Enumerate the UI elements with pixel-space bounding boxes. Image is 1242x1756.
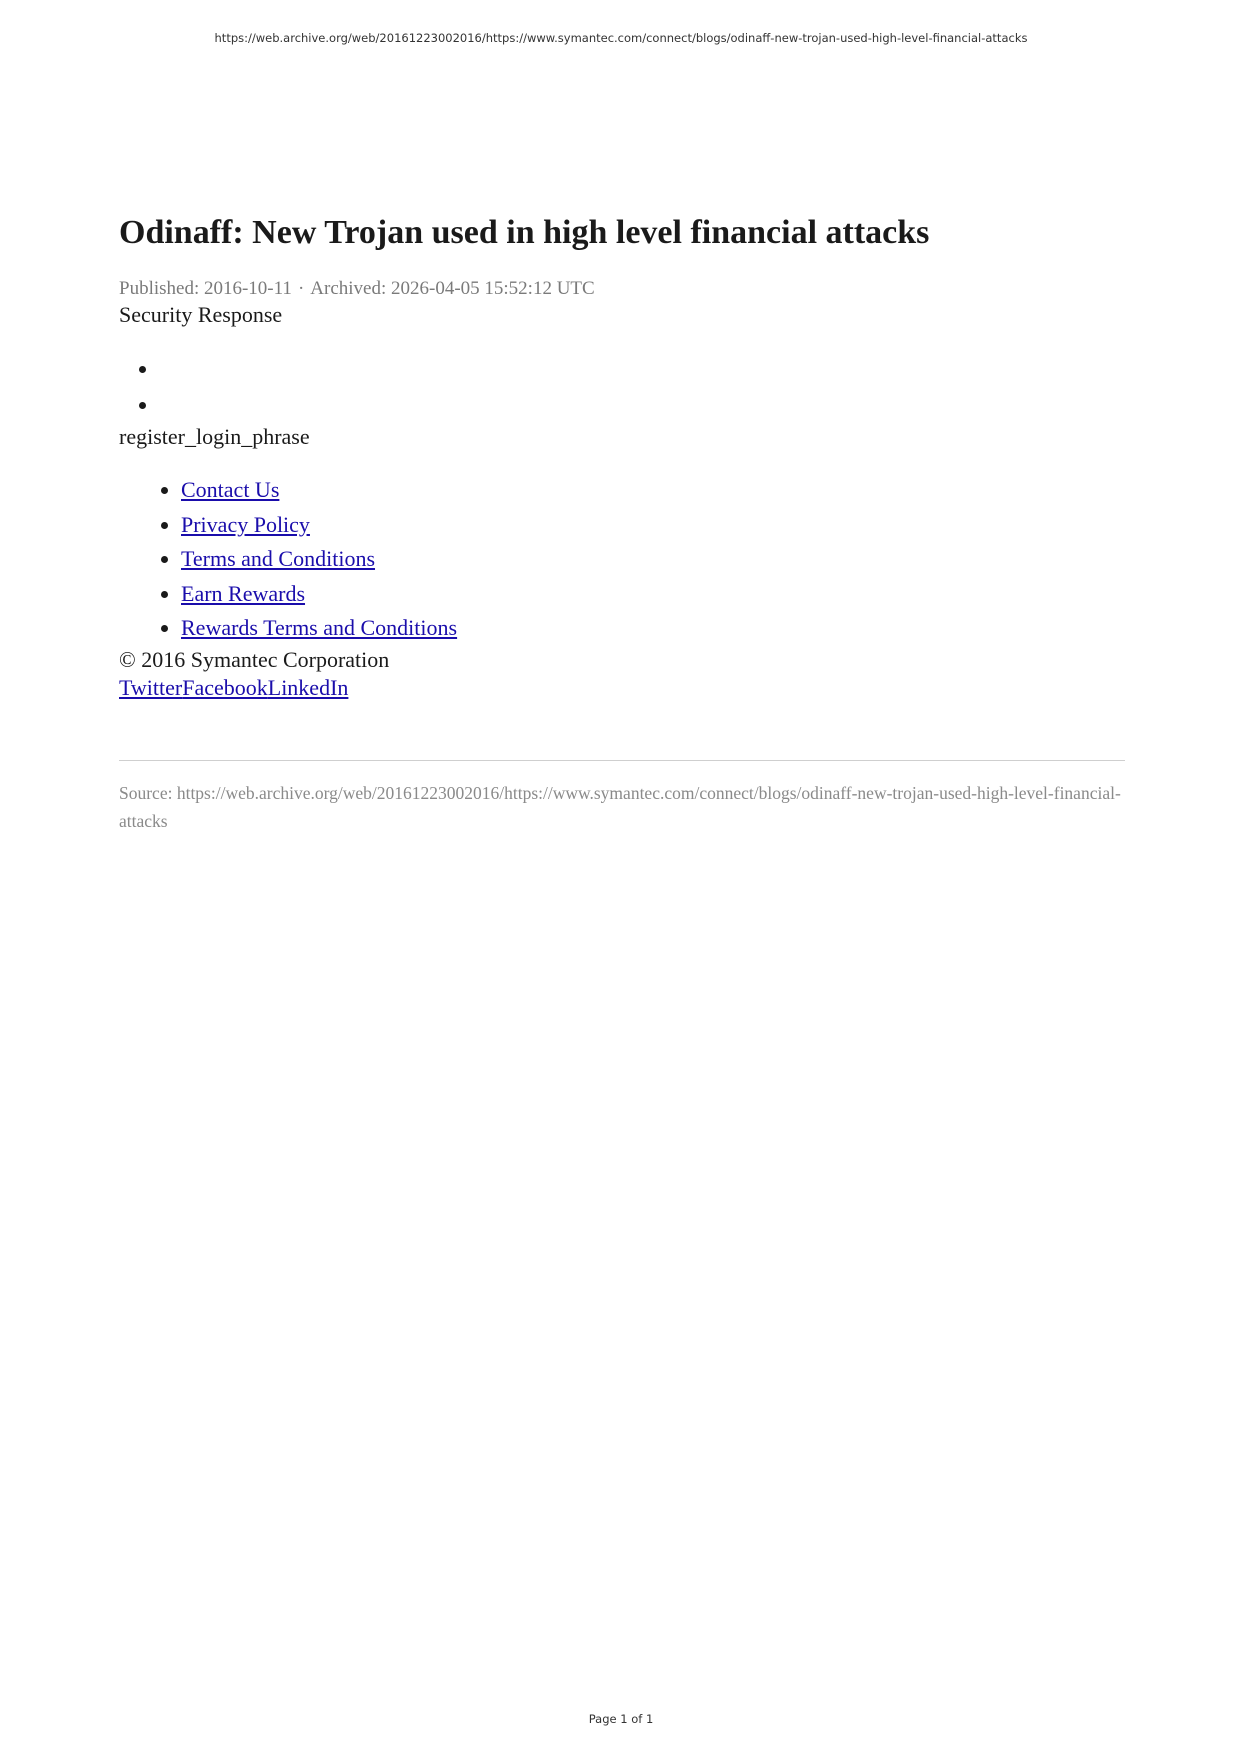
list-item: [181, 508, 1125, 543]
empty-bullet-list: [119, 351, 1125, 423]
list-item: [181, 542, 1125, 577]
rewards-terms-link[interactable]: Rewards Terms and Conditions: [181, 615, 458, 640]
list-item: [181, 473, 1125, 508]
archived-date: Archived: 2026-04-05 15:52:12 UTC: [310, 278, 595, 299]
register-login-phrase: register_login_phrase: [119, 424, 310, 449]
earn-rewards-link[interactable]: Earn Rewards: [181, 580, 306, 606]
list-item: [181, 577, 1125, 612]
privacy-policy-link[interactable]: Privacy Policy: [181, 511, 310, 537]
linkedin-link[interactable]: LinkedIn: [267, 674, 349, 700]
footer-links-list: [119, 473, 1125, 646]
page-number: Page 1 of 1: [588, 1712, 654, 1726]
list-item: [181, 611, 1125, 646]
article-meta: [119, 277, 1125, 301]
facebook-link[interactable]: Facebook: [182, 674, 268, 700]
copyright-text: © 2016 Symantec Corporation: [119, 646, 390, 672]
article-content: [119, 212, 1125, 835]
page-header-url: https://web.archive.org/web/20161223002016/https://www.symantec.com/connect/blogs/odinaff-new-trojan-used-high-level-financial-attacks: [214, 31, 1028, 45]
contact-us-link[interactable]: Contact Us: [181, 477, 280, 502]
social-links: [119, 674, 1125, 702]
terms-and-conditions-link[interactable]: Terms and Conditions: [181, 546, 376, 571]
twitter-link[interactable]: Twitter: [119, 674, 183, 700]
list-item: [159, 351, 1125, 387]
published-date: Published: 2016-10-11: [119, 278, 292, 299]
list-item: [159, 387, 1125, 423]
section-label: Security Response: [119, 302, 283, 327]
meta-separator: ·: [297, 278, 305, 299]
source-url: Source: https://web.archive.org/web/20161223002016/https://www.symantec.com/connect/blogs/odinaff-new-trojan-used-high-level-financial-attacks: [119, 782, 1121, 831]
page-title: Odinaff: New Trojan used in high level financial attacks: [119, 214, 930, 251]
divider: [119, 760, 1125, 761]
